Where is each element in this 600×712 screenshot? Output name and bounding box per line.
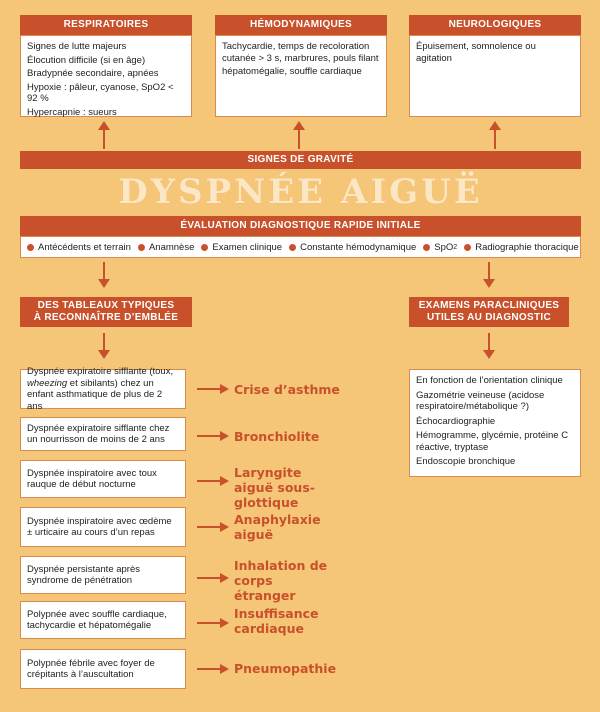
arrow-down-icon [98, 262, 110, 288]
signes-gravite-bar: SIGNES DE GRAVITÉ [20, 151, 581, 169]
diagnosis-label: Anaphylaxie aiguë [234, 512, 321, 542]
diagnosis-label: Bronchiolite [234, 429, 320, 444]
diagnosis-label: Pneumopathie [234, 661, 337, 676]
resp-item: Élocution difficile (si en âge) [27, 54, 146, 66]
case-text: Dyspnée inspiratoire avec œdème ± urticaire au cours d’un repas [27, 515, 172, 538]
bullet-dot-icon [27, 244, 34, 251]
resp-item: Hypercapnie : sueurs [27, 106, 117, 118]
eval-item-label: Antécédents et terrain [38, 241, 131, 253]
arrow-right-icon [197, 384, 229, 394]
neuro-item: Épuisement, somnolence ou agitation [416, 41, 536, 64]
respiratoires-header: RESPIRATOIRES [20, 15, 192, 35]
bullet-dot-icon [464, 244, 471, 251]
diagnosis-label: Inhalation de corps étranger [234, 558, 328, 603]
examens-header [409, 297, 569, 327]
eval-item-label: Anamnèse [148, 241, 195, 253]
case-text: Dyspnée persistante après syndrome de pénétration [27, 563, 141, 586]
eval-item-label: Radiographie thoracique [475, 241, 579, 253]
arrow-right-icon [197, 573, 229, 583]
main-title: DYSPNÉE AIGUË [118, 172, 483, 212]
arrow-up-icon [293, 121, 305, 149]
hemo-item: Tachycardie, temps de recoloration cutanée > 3 s, marbrures, pouls filant [222, 41, 379, 64]
case-box [20, 417, 186, 451]
bullet-dot-icon [289, 244, 296, 251]
examens-title-line: UTILES AU DIAGNOSTIC [427, 312, 551, 323]
case-box [20, 366, 186, 412]
case-box [20, 460, 186, 498]
bullet-dot-icon [201, 244, 208, 251]
exam-item: En fonction de l’orientation clinique [416, 375, 563, 386]
arrow-down-icon [483, 262, 495, 288]
case-text: Dyspnée expiratoire sifflante (toux, wheezing et sibilants) chez un enfant asthmatique de plus de 2 ans [27, 366, 174, 412]
eval-item-label: Examen clinique [212, 241, 283, 253]
hemo-item: hépatomégalie, souffle cardiaque [222, 66, 362, 77]
neurologiques-header: NEUROLOGIQUES [409, 15, 581, 35]
arrow-right-icon [197, 476, 229, 486]
diagnosis-label: Laryngite aiguë sous-glottique [234, 465, 315, 510]
diagnosis-label: Insuffisance cardiaque [234, 606, 319, 636]
hemodynamiques-box [215, 35, 387, 117]
eval-item [138, 242, 194, 253]
case-box [20, 556, 186, 594]
arrow-right-icon [197, 431, 229, 441]
tableaux-title-line: À RECONNAÎTRE D’EMBLÉE [33, 312, 179, 323]
arrow-down-icon [483, 333, 495, 359]
spo2-subscript: 2 [453, 243, 458, 251]
case-box [20, 649, 186, 689]
eval-item [423, 242, 457, 253]
arrow-right-icon [197, 618, 229, 628]
evaluation-items [20, 236, 581, 258]
arrow-down-icon [98, 333, 110, 359]
resp-item: Signes de lutte majeurs [27, 41, 127, 52]
exam-item: Échocardiographie [416, 415, 496, 427]
bullet-dot-icon [138, 244, 145, 251]
eval-item [464, 242, 579, 253]
eval-item [27, 242, 131, 253]
case-box [20, 601, 186, 639]
arrow-right-icon [197, 522, 229, 532]
eval-item-label: SpO [434, 241, 454, 253]
neurologiques-box [409, 35, 581, 117]
arrow-up-icon [489, 121, 501, 149]
eval-item [289, 242, 416, 253]
examens-box [409, 369, 581, 477]
case-text: Polypnée avec souffle cardiaque, tachycardie et hépatomégalie [27, 608, 167, 631]
case-text: Dyspnée inspiratoire avec toux rauque de début nocturne [27, 467, 157, 490]
arrow-up-icon [98, 121, 110, 149]
case-box [20, 507, 186, 547]
arrow-right-icon [197, 664, 229, 674]
tableaux-title-line: DES TABLEAUX TYPIQUES [37, 300, 175, 311]
evaluation-header: ÉVALUATION DIAGNOSTIQUE RAPIDE INITIALE [20, 216, 581, 236]
eval-item-label: Constante hémodynamique [300, 241, 417, 253]
tableaux-header [20, 297, 192, 327]
hemodynamiques-header: HÉMODYNAMIQUES [215, 15, 387, 35]
resp-item: Bradypnée secondaire, apnées [27, 68, 159, 79]
resp-item: Hypoxie : pâleur, cyanose, SpO2 < 92 % [27, 81, 174, 104]
eval-item [201, 242, 282, 253]
respiratoires-box [20, 35, 192, 117]
exam-item: Endoscopie bronchique [416, 456, 516, 467]
case-text: Polypnée fébrile avec foyer de crépitants à l’auscultation [27, 657, 155, 680]
examens-title-line: EXAMENS PARACLINIQUES [418, 300, 560, 311]
exam-item: Gazométrie veineuse (acidose respiratoire/métabolique ?) [416, 389, 545, 412]
bullet-dot-icon [423, 244, 430, 251]
case-text: Dyspnée expiratoire sifflante chez un nourrisson de moins de 2 ans [27, 422, 170, 445]
diagnosis-label: Crise d’asthme [234, 382, 340, 397]
exam-item: Hémogramme, glycémie, protéine C réactive, tryptase [416, 430, 569, 453]
